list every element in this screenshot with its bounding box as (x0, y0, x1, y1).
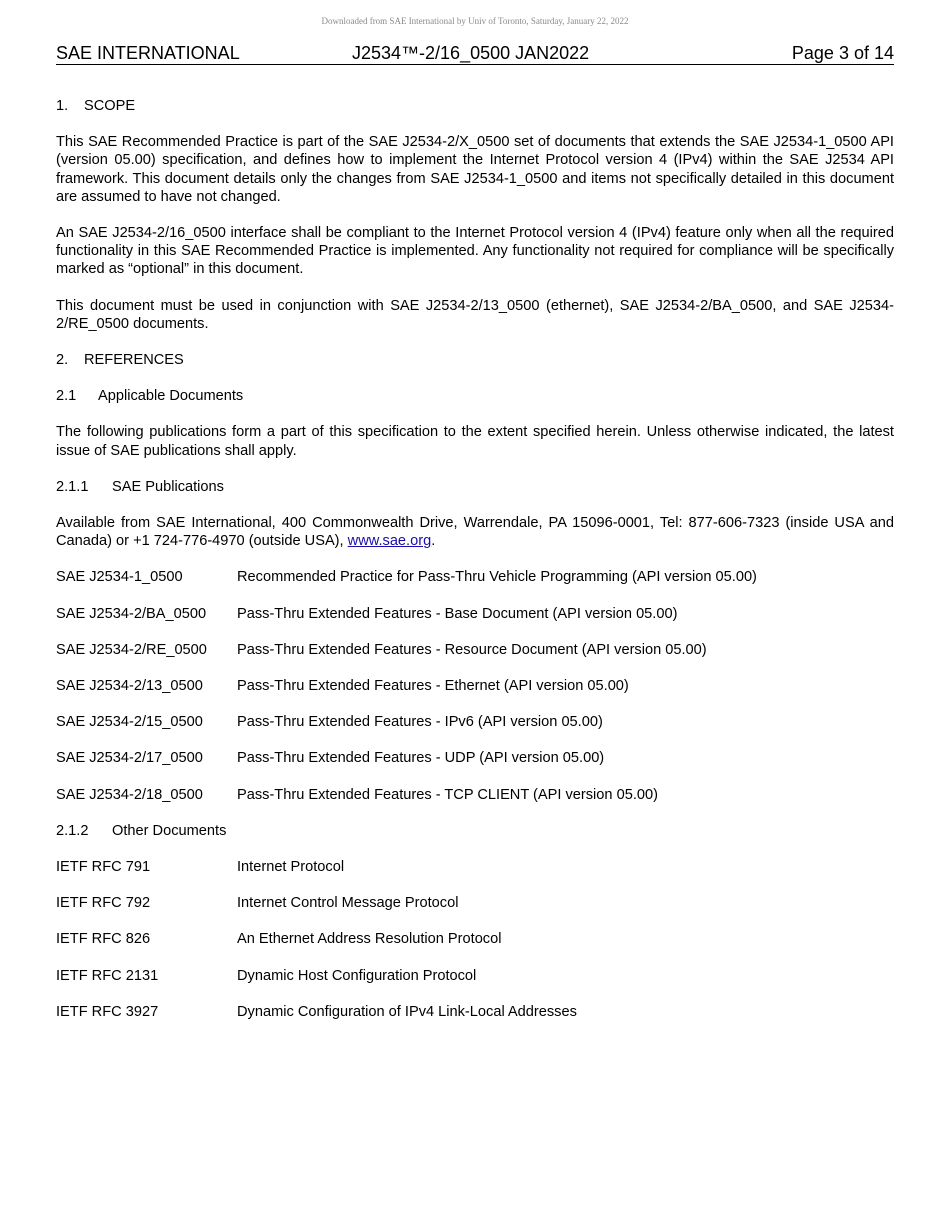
page-header (56, 43, 894, 65)
reference-title: Pass-Thru Extended Features - Ethernet (API version 05.00) (237, 678, 629, 695)
reference-code: SAE J2534-2/17_0500 (56, 750, 203, 767)
section-heading-references (56, 351, 894, 369)
reference-title: Dynamic Configuration of IPv4 Link-Local Addresses (237, 1003, 577, 1020)
subsection-number: 2.1.1 (56, 478, 89, 495)
reference-code: IETF RFC 791 (56, 858, 151, 875)
section-title: SCOPE (84, 98, 136, 114)
scope-paragraph-1: This SAE Recommended Practice is part of the SAE J2534-2/X_0500 set of documents that extends the SAE J2534-1_0500 API (version 05.00) specification, and defines how to implement the Internet Protocol version 4 (IPv4) within the SAE J2534 API framework. This document details only the changes from SAE J2534-1_0500 and items not specifically detailed in this document are assumed to have not changed. (56, 134, 894, 205)
scope-paragraph-2: An SAE J2534-2/16_0500 interface shall be compliant to the Internet Protocol version 4 (IPv4) feature only when all the required functionality in this SAE Recommended Practice is implemented. Any functionality not required for compliance will be specifically marked as “optional” in this document. (56, 225, 894, 278)
header-org: SAE INTERNATIONAL (56, 43, 240, 63)
subsection-title: Other Documents (112, 822, 227, 839)
reference-title: An Ethernet Address Resolution Protocol (237, 931, 502, 948)
sae-publication-list (56, 568, 894, 803)
reference-title: Pass-Thru Extended Features - UDP (API version 05.00) (237, 750, 605, 767)
reference-row (56, 568, 894, 586)
reference-title: Internet Control Message Protocol (237, 895, 459, 912)
subsection-title: SAE Publications (112, 478, 224, 495)
reference-code: IETF RFC 826 (56, 931, 151, 948)
other-documents-list (56, 858, 894, 1021)
reference-code: SAE J2534-2/13_0500 (56, 678, 203, 695)
reference-row (56, 1003, 894, 1021)
reference-title: Pass-Thru Extended Features - Base Document (API version 05.00) (237, 605, 678, 622)
subsection-title: Applicable Documents (98, 388, 244, 405)
scope-paragraph-3: This document must be used in conjunction with SAE J2534-2/13_0500 (ethernet), SAE J2534-2/BA_0500, and SAE J2534-2/RE_0500 documents. (56, 297, 894, 332)
subsection-heading-sae-publications (56, 478, 894, 496)
sae-availability (56, 514, 894, 550)
reference-code: SAE J2534-2/15_0500 (56, 714, 203, 731)
reference-code: IETF RFC 3927 (56, 1003, 159, 1020)
reference-title: Pass-Thru Extended Features - Resource Document (API version 05.00) (237, 641, 707, 658)
section-number: 2. (56, 352, 69, 369)
reference-title: Pass-Thru Extended Features - IPv6 (API version 05.00) (237, 714, 603, 731)
reference-title: Dynamic Host Configuration Protocol (237, 967, 477, 984)
subsection-heading-applicable (56, 387, 894, 405)
reference-row (56, 786, 894, 804)
reference-code: SAE J2534-2/BA_0500 (56, 605, 207, 622)
availability-text: Available from SAE International, 400 Commonwealth Drive, Warrendale, PA 15096-0001, Tel: 877-606-7323 (inside USA and Canada) or +1 724-776-4970 (outside USA), (56, 515, 894, 550)
reference-code: SAE J2534-2/RE_0500 (56, 641, 207, 658)
section-number: 1. (56, 98, 69, 114)
subsection-number: 2.1 (56, 388, 77, 405)
reference-row (56, 605, 894, 623)
reference-row (56, 713, 894, 731)
download-watermark: Downloaded from SAE International by Univ of Toronto, Saturday, January 22, 2022 (321, 16, 629, 26)
section-heading-scope (56, 97, 894, 115)
reference-title: Pass-Thru Extended Features - TCP CLIENT (API version 05.00) (237, 786, 658, 803)
reference-title: Internet Protocol (237, 858, 345, 875)
header-page-number: Page 3 of 14 (791, 43, 894, 63)
header-doc-id: J2534™-2/16_0500 JAN2022 (352, 43, 590, 63)
reference-row (56, 894, 894, 912)
reference-code: SAE J2534-2/18_0500 (56, 786, 203, 803)
reference-code: IETF RFC 792 (56, 895, 151, 912)
subsection-heading-other-documents (56, 822, 894, 840)
section-title: REFERENCES (84, 352, 184, 369)
reference-code: IETF RFC 2131 (56, 967, 159, 984)
document-body (56, 97, 894, 1021)
reference-row (56, 749, 894, 767)
reference-title: Recommended Practice for Pass-Thru Vehicle Programming (API version 05.00) (237, 569, 757, 586)
availability-trailing: . (431, 533, 436, 550)
subsection-number: 2.1.2 (56, 822, 89, 839)
reference-row (56, 858, 894, 876)
reference-code: SAE J2534-1_0500 (56, 569, 183, 586)
reference-row (56, 677, 894, 695)
reference-row (56, 930, 894, 948)
reference-row (56, 641, 894, 659)
sae-website-link[interactable]: www.sae.org (347, 533, 432, 550)
applicable-intro: The following publications form a part of this specification to the extent specified herein. Unless otherwise indicated, the latest issue of SAE publications shall apply. (56, 424, 894, 459)
reference-row (56, 967, 894, 985)
